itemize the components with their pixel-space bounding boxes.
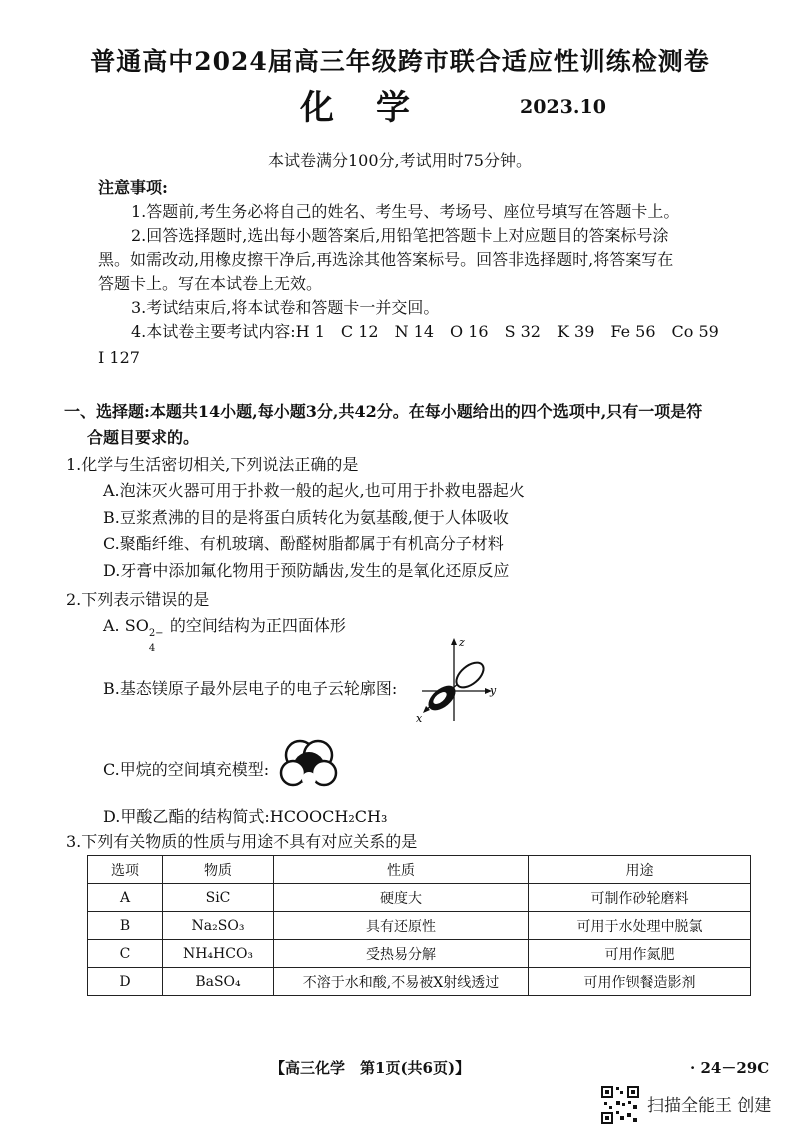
q1-option-c: C.聚酯纤维、有机玻璃、酚醛树脂都属于有机高分子材料 [103,534,504,553]
q1-option-b: B.豆浆煮沸的目的是将蛋白质转化为氨基酸,便于人体吸收 [103,508,509,527]
notice-line: 黑。如需改动,用橡皮擦干净后,再选涂其他答案标号。回答非选择题时,将答案写在 [98,250,674,269]
page-footer: 【高三化学 第1页(共6页)】 [270,1059,471,1077]
table-cell: 可制作砂轮磨料 [529,884,751,912]
table-cell: B [88,912,163,940]
q3-stem: 3.下列有关物质的性质与用途不具有对应关系的是 [66,832,418,851]
table-header-cell: 性质 [274,856,529,884]
table-row [88,940,751,968]
table-cell: 具有还原性 [274,912,529,940]
table-cell: Na₂SO₃ [163,912,274,940]
notice-line: 2.回答选择题时,选出每小题答案后,用铅笔把答题卡上对应题目的答案标号涂 [131,226,669,245]
table-header-cell: 物质 [163,856,274,884]
x-axis-label: x [416,712,423,725]
notice-line: 3.考试结束后,将本试卷和答题卡一并交回。 [131,298,440,317]
q1-option-a: A.泡沫灭火器可用于扑救一般的起火,也可用于扑救电器起火 [103,481,525,500]
mg-p-orbital-diagram [402,636,502,726]
subject-title: 化学 [300,88,452,128]
table-cell: 可用作氮肥 [529,940,751,968]
methane-space-filling-model-icon [278,737,338,793]
table-row [88,912,751,940]
section-heading-cont: 合题目要求的。 [87,428,200,447]
table-header-cell: 选项 [88,856,163,884]
exam-date: 2023.10 [520,96,606,118]
notices-heading: 注意事项: [98,178,168,197]
z-axis-label: z [459,636,465,649]
table-cell: 可用作钡餐造影剂 [529,968,751,996]
notice-line: 答题卡上。写在本试卷上无效。 [98,274,323,293]
q1-stem: 1.化学与生活密切相关,下列说法正确的是 [66,455,359,474]
q2-option-c: C.甲烷的空间填充模型: [103,760,270,779]
table-row [88,968,751,996]
table-cell: D [88,968,163,996]
exam-note: 本试卷满分100分,考试用时75分钟。 [268,151,532,170]
q2-option-a: A. SO 2− 4 的空间结构为正四面体形 [103,616,346,654]
page-code: · 24－29C [690,1059,770,1077]
q1-option-d: D.牙膏中添加氟化物用于预防龋齿,发生的是氧化还原反应 [103,561,510,580]
q2-stem: 2.下列表示错误的是 [66,590,210,609]
table-header-cell: 用途 [529,856,751,884]
q3-table [87,855,751,996]
qr-code-icon [600,1085,640,1125]
notice-line: 4.本试卷主要考试内容:H 1 C 12 N 14 O 16 S 32 K 39 Fe 56 Co 59 [131,322,719,341]
q2-option-d: D.甲酸乙酯的结构简式:HCOOCH₂CH₃ [103,807,388,826]
notice-line: I 127 [98,348,140,367]
table-cell: 受热易分解 [274,940,529,968]
y-axis-label: y [490,684,497,697]
table-cell: 不溶于水和酸,不易被X射线透过 [274,968,529,996]
table-cell: BaSO₄ [163,968,274,996]
table-cell: NH₄HCO₃ [163,940,274,968]
table-cell: 可用于水处理中脱氯 [529,912,751,940]
section-heading: 一、选择题:本题共14小题,每小题3分,共42分。在每小题给出的四个选项中,只有一项是符 [64,402,703,421]
table-cell: SiC [163,884,274,912]
table-cell: A [88,884,163,912]
exam-title: 普通高中2024届高三年级跨市联合适应性训练检测卷 [90,47,710,76]
table-cell: C [88,940,163,968]
scanner-watermark: 扫描全能王 创建 [647,1096,772,1116]
table-cell: 硬度大 [274,884,529,912]
q2-option-b: B.基态镁原子最外层电子的电子云轮廓图: [103,679,398,698]
notice-line: 1.答题前,考生务必将自己的姓名、考生号、考场号、座位号填写在答题卡上。 [131,202,680,221]
table-row [88,884,751,912]
table-header-row [88,856,751,884]
